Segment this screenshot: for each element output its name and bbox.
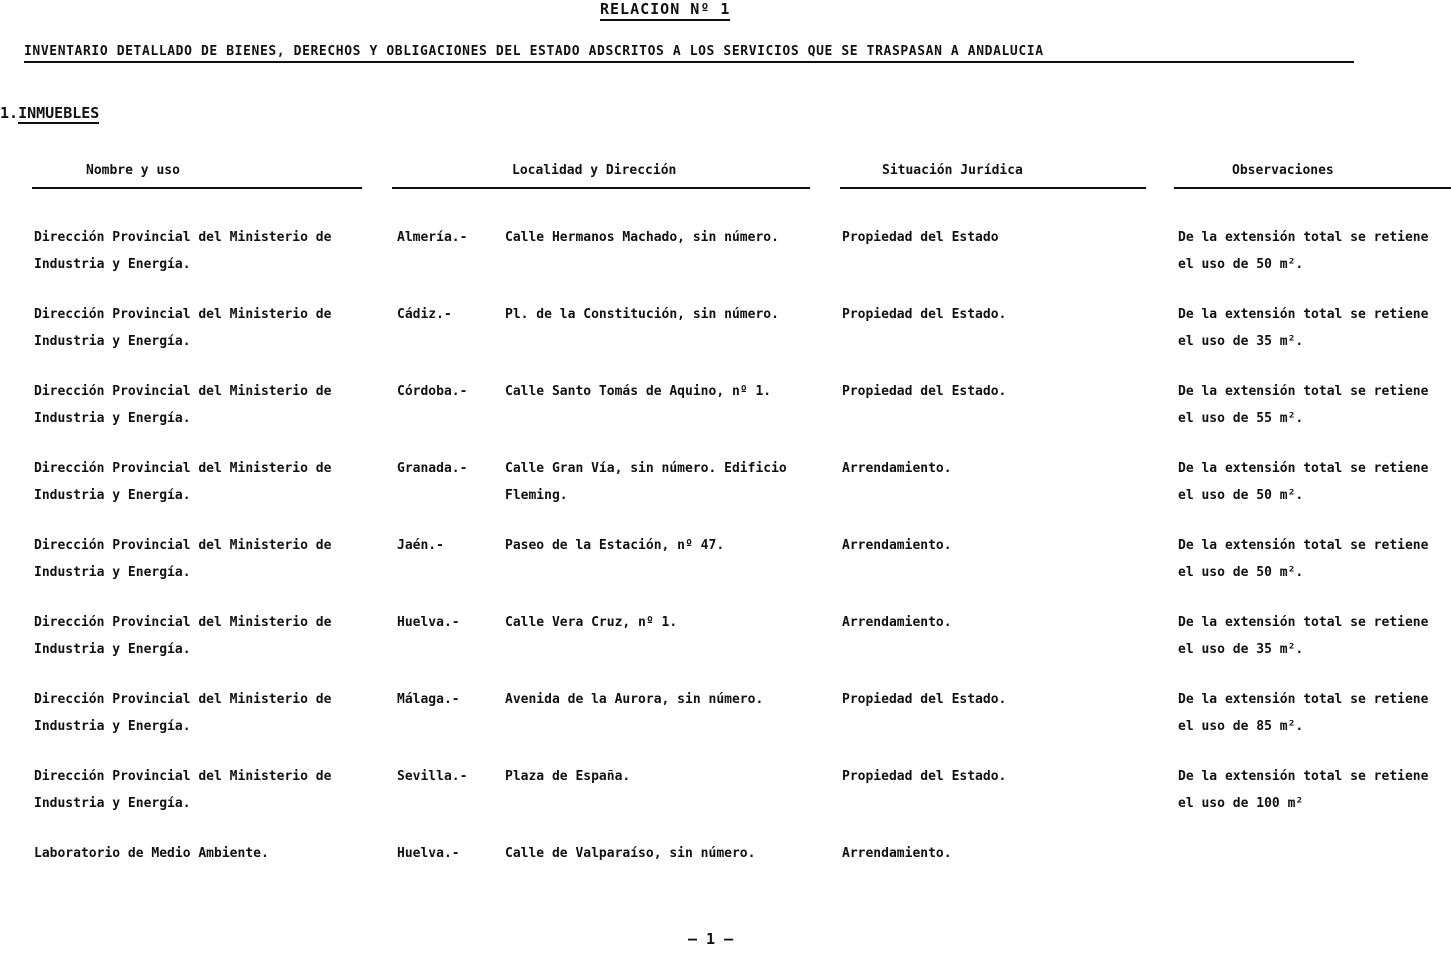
section-number: 1. xyxy=(0,104,19,122)
cell-situacion: Arrendamiento. xyxy=(842,615,952,630)
cell-situacion: Propiedad del Estado xyxy=(842,230,999,245)
cell-nombre: Dirección Provincial del Ministerio de Industria y Energía. xyxy=(34,230,332,272)
cell-localidad: Almería.- xyxy=(397,230,468,245)
cell-nombre: Dirección Provincial del Ministerio de Industria y Energía. xyxy=(34,769,332,811)
inventory-table xyxy=(0,224,1451,917)
cell-direccion: Avenida de la Aurora, sin número. xyxy=(505,692,764,707)
cell-direccion: Calle Santo Tomás de Aquino, nº 1. xyxy=(505,384,772,399)
cell-observaciones: De la extensión total se retiene el uso de 35 m². xyxy=(1178,307,1429,349)
table-row xyxy=(0,609,1451,686)
table-row xyxy=(0,532,1451,609)
section-heading xyxy=(0,104,99,122)
cell-localidad: Cádiz.- xyxy=(397,307,452,322)
cell-direccion: Calle de Valparaíso, sin número. xyxy=(505,846,756,861)
cell-nombre: Dirección Provincial del Ministerio de Industria y Energía. xyxy=(34,461,332,503)
cell-localidad: Huelva.- xyxy=(397,846,460,861)
cell-observaciones: De la extensión total se retiene el uso de 55 m². xyxy=(1178,384,1429,426)
table-row xyxy=(0,455,1451,532)
cell-situacion: Arrendamiento. xyxy=(842,461,952,476)
column-header-observaciones: Observaciones xyxy=(1174,163,1451,189)
cell-direccion: Calle Hermanos Machado, sin número. xyxy=(505,230,779,245)
cell-localidad: Huelva.- xyxy=(397,615,460,630)
cell-observaciones: De la extensión total se retiene el uso de 50 m². xyxy=(1178,538,1429,580)
table-row xyxy=(0,378,1451,455)
cell-nombre: Dirección Provincial del Ministerio de Industria y Energía. xyxy=(34,384,332,426)
cell-direccion: Plaza de España. xyxy=(505,769,631,784)
table-row xyxy=(0,840,1451,917)
cell-situacion: Propiedad del Estado. xyxy=(842,307,1007,322)
cell-nombre: Dirección Provincial del Ministerio de Industria y Energía. xyxy=(34,615,332,657)
column-header-nombre: Nombre y uso xyxy=(32,163,362,189)
cell-localidad: Granada.- xyxy=(397,461,468,476)
cell-situacion: Arrendamiento. xyxy=(842,846,952,861)
cell-situacion: Propiedad del Estado. xyxy=(842,769,1007,784)
column-header-situacion: Situación Jurídica xyxy=(840,163,1146,189)
page-number: — 1 — xyxy=(688,930,734,948)
cell-observaciones: De la extensión total se retiene el uso de 100 m² xyxy=(1178,769,1429,811)
cell-situacion: Arrendamiento. xyxy=(842,538,952,553)
cell-nombre: Dirección Provincial del Ministerio de Industria y Energía. xyxy=(34,692,332,734)
cell-nombre: Dirección Provincial del Ministerio de Industria y Energía. xyxy=(34,538,332,580)
cell-observaciones: De la extensión total se retiene el uso de 50 m². xyxy=(1178,230,1429,272)
cell-direccion: Calle Vera Cruz, nº 1. xyxy=(505,615,678,630)
cell-localidad: Jaén.- xyxy=(397,538,444,553)
relacion-label: RELACION Nº 1 xyxy=(600,0,730,21)
cell-localidad: Sevilla.- xyxy=(397,769,468,784)
cell-situacion: Propiedad del Estado. xyxy=(842,384,1007,399)
table-row xyxy=(0,763,1451,840)
table-row xyxy=(0,686,1451,763)
table-row xyxy=(0,301,1451,378)
cell-direccion: Calle Gran Vía, sin número. Edificio Fleming. xyxy=(505,461,787,503)
cell-nombre: Dirección Provincial del Ministerio de Industria y Energía. xyxy=(34,307,332,349)
cell-situacion: Propiedad del Estado. xyxy=(842,692,1007,707)
cell-localidad: Córdoba.- xyxy=(397,384,468,399)
document-title: INVENTARIO DETALLADO DE BIENES, DERECHOS Y OBLIGACIONES DEL ESTADO ADSCRITOS A LOS SERVICIOS QUE SE TRASPASAN A ANDALUCIA xyxy=(24,44,1354,63)
cell-localidad: Málaga.- xyxy=(397,692,460,707)
column-header-localidad: Localidad y Dirección xyxy=(392,163,810,189)
cell-observaciones: De la extensión total se retiene el uso de 85 m². xyxy=(1178,692,1429,734)
cell-observaciones: De la extensión total se retiene el uso de 50 m². xyxy=(1178,461,1429,503)
table-row xyxy=(0,224,1451,301)
cell-direccion: Pl. de la Constitución, sin número. xyxy=(505,307,779,322)
cell-observaciones: De la extensión total se retiene el uso de 35 m². xyxy=(1178,615,1429,657)
cell-direccion: Paseo de la Estación, nº 47. xyxy=(505,538,725,553)
cell-nombre: Laboratorio de Medio Ambiente. xyxy=(34,846,269,861)
section-name: INMUEBLES xyxy=(18,104,100,122)
